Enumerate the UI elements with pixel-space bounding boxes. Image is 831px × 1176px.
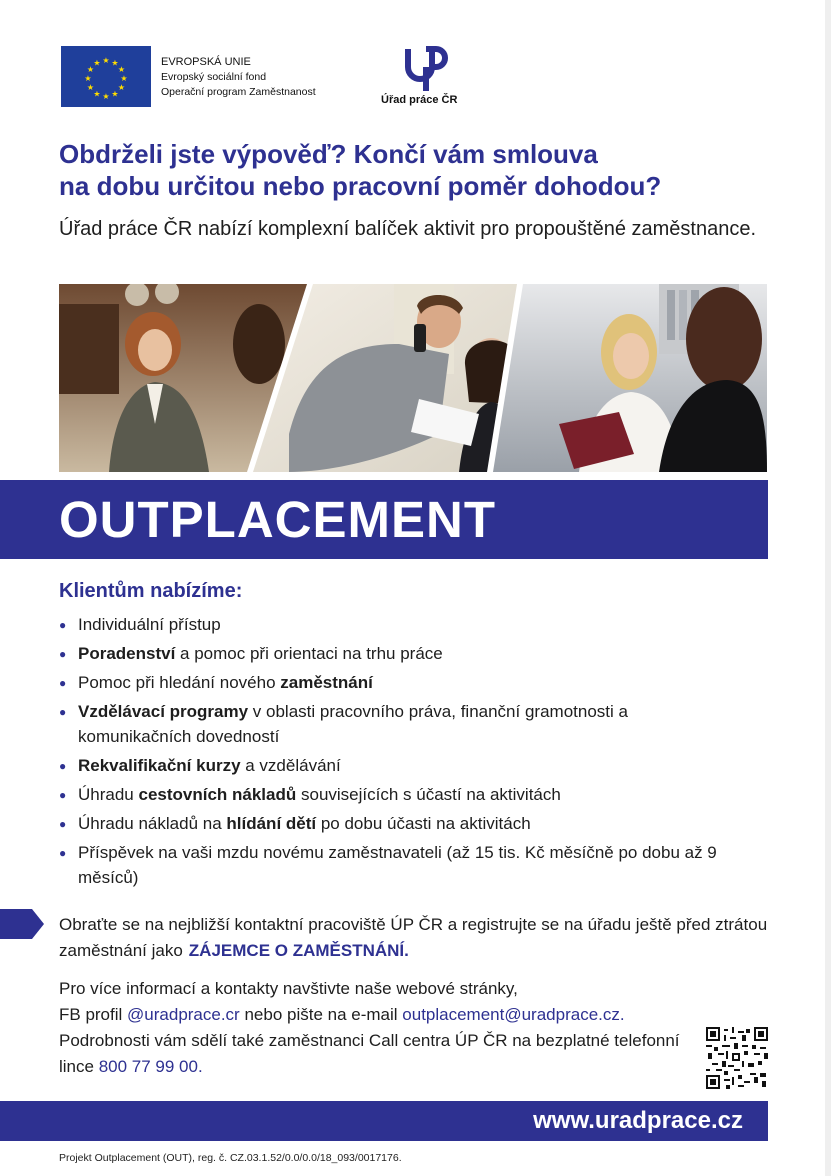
more-info-line: FB profil @uradprace.cr nebo pište na e-mail outplacement@uradprace.cz. (59, 1005, 625, 1024)
page-edge (825, 0, 831, 1176)
project-reference: Projekt Outplacement (OUT), reg. č. CZ.03.1.52/0.0/0.0/18_093/0017176. (59, 1152, 402, 1164)
eu-flag-logo (61, 46, 151, 107)
eu-stars-icon (61, 46, 151, 107)
list-item: ● Rekvalifikační kurzy a vzdělávání (59, 754, 739, 779)
qr-code-icon (706, 1027, 768, 1089)
more-info (59, 976, 719, 1080)
more-info-line: Pro více informací a kontakty navštivte naše webové stránky, (59, 979, 518, 998)
page-title-line-2: na dobu určitou nebo pracovní poměr dohodou? (59, 171, 662, 201)
arrow-marker-icon (0, 909, 44, 939)
svg-text:★: ★ (102, 92, 110, 101)
eu-line-1: EVROPSKÁ UNIE (161, 56, 251, 68)
svg-text:★: ★ (111, 89, 119, 99)
page-subtitle: Úřad práce ČR nabízí komplexní balíček aktivit pro propouštěné zaměstnance. (59, 218, 757, 240)
svg-text:★: ★ (86, 83, 95, 92)
offer-list (59, 613, 739, 895)
eu-program-text (161, 55, 316, 100)
more-info-line: Podrobnosti vám sdělí také zaměstnanci Call centra ÚP ČR na bezplatné telefonní lince 800 77 99 00. (59, 1031, 680, 1076)
contact-highlight: ZÁJEMCE O ZAMĚSTNÁNÍ. (188, 941, 409, 960)
list-item: ● Poradenství a pomoc při orientaci na trhu práce (59, 642, 739, 667)
list-item: ● Úhradu cestovních nákladů souvisejících s účastí na aktivitách (59, 783, 739, 808)
list-item: ● Pomoc při hledání nového zaměstnání (59, 671, 739, 696)
list-item: ● Vzdělávací programy v oblasti pracovního práva, finanční gramotnosti a komunikačních dovedností (59, 700, 739, 749)
offer-heading: Klientům nabízíme: (59, 580, 243, 602)
svg-text:★: ★ (117, 83, 126, 92)
svg-text:★: ★ (84, 74, 92, 83)
svg-text:★: ★ (120, 74, 128, 83)
banner-title: OUTPLACEMENT (59, 491, 496, 548)
website-link[interactable]: www.uradprace.cz (533, 1107, 743, 1134)
list-item: ● Individuální přístup (59, 613, 739, 638)
list-item: ● Příspěvek na vaši mzdu novému zaměstnavateli (až 15 tis. Kč měsíčně po dobu až 9 měsíců) (59, 841, 739, 890)
hero-photo-collage (59, 284, 767, 472)
eu-line-2: Evropský sociální fond (161, 71, 267, 83)
phone-link[interactable]: 800 77 99 00. (98, 1057, 203, 1076)
fb-profile-link[interactable]: @uradprace.cr (127, 1005, 240, 1024)
eu-line-3: Operační program Zaměstnanost (161, 86, 316, 98)
svg-text:★: ★ (86, 65, 95, 74)
page-title-line-1: Obdrželi jste výpověď? Končí vám smlouva (59, 139, 598, 169)
svg-text:★: ★ (111, 58, 119, 68)
contact-instructions (59, 912, 779, 964)
list-item: ● Úhradu nákladů na hlídání dětí po dobu účasti na aktivitách (59, 812, 739, 837)
page-title (59, 138, 799, 202)
svg-text:★: ★ (117, 65, 126, 74)
contact-text: Obraťte se na nejbližší kontaktní pracoviště ÚP ČR a registrujte se na úřadu ještě před ztrátou zaměstnání jako (59, 915, 768, 960)
svg-text:★: ★ (93, 89, 101, 99)
email-link[interactable]: outplacement@uradprace.cz. (402, 1005, 625, 1024)
svg-text:★: ★ (93, 58, 101, 68)
svg-text:★: ★ (102, 56, 110, 65)
up-logo-icon (404, 45, 452, 93)
up-name: Úřad práce ČR (381, 94, 458, 106)
